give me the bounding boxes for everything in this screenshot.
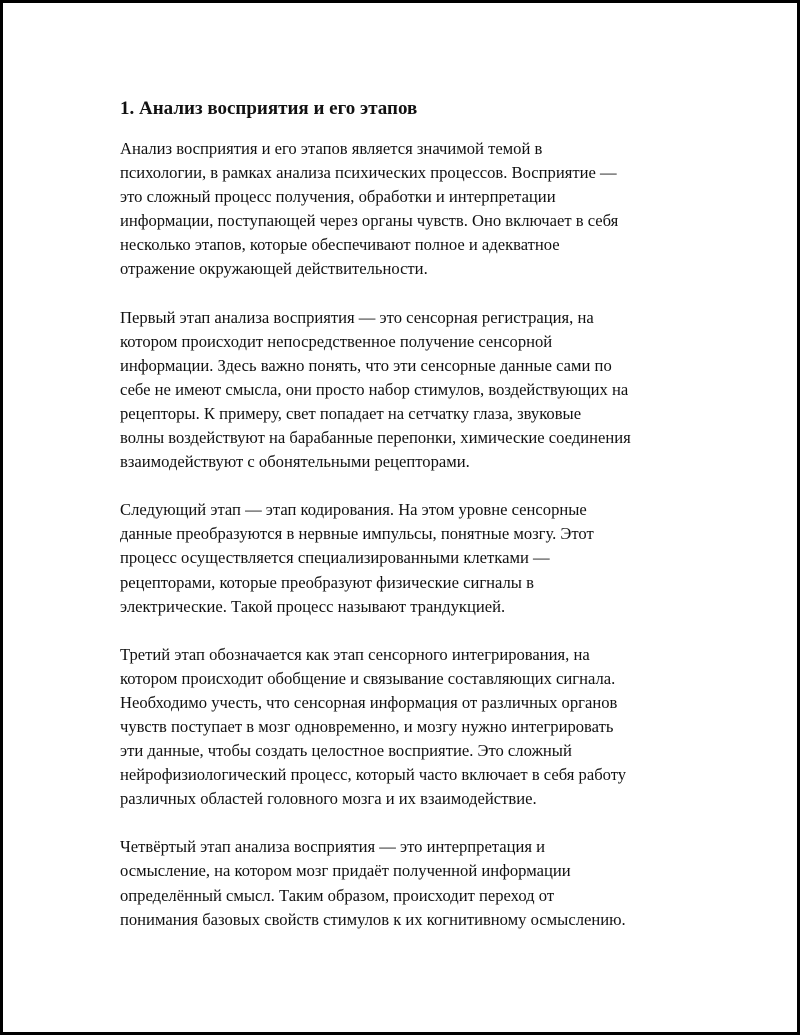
text-line: рецепторами, которые преобразуют физические сигналы в [120, 572, 534, 592]
text-line: информации, поступающей через органы чувств. Оно включает в себя [120, 211, 619, 231]
text-line: волны воздействуют на барабанные перепонки, химические соединения [120, 428, 631, 448]
text-line: процесс осуществляется специализированными клетками — [120, 548, 550, 568]
text-line: себе не имеют смысла, они просто набор стимулов, воздействующих на [120, 379, 629, 399]
text-line: котором происходит обобщение и связывание составляющих сигнала. [120, 668, 616, 688]
text-line: понимания базовых свойств стимулов к их когнитивному осмыслению. [120, 909, 626, 929]
text-line: взаимодействуют с обонятельными рецепторами. [120, 452, 470, 472]
paragraph-intro [120, 137, 700, 282]
text-line: электрические. Такой процесс называют трандукцией. [120, 596, 506, 616]
text-line: Анализ восприятия и его этапов является значимой темой в [120, 139, 543, 158]
section-heading: 1. Анализ восприятия и его этапов [120, 98, 418, 119]
text-line: это сложный процесс получения, обработки и интерпретации [120, 187, 556, 207]
text-line: несколько этапов, которые обеспечивают полное и адекватное [120, 235, 560, 255]
text-line: информации. Здесь важно понять, что эти сенсорные данные сами по [120, 355, 612, 375]
text-line: котором происходит непосредственное получение сенсорной [120, 331, 553, 351]
text-line: отражение окружающей действительности. [120, 259, 428, 279]
text-line: данные преобразуются в нервные импульсы, понятные мозгу. Этот [120, 524, 594, 544]
paragraph-stage-4 [120, 835, 700, 931]
text-line: психологии, в рамках анализа психических процессов. Восприятие — [120, 163, 617, 183]
text-line: Первый этап анализа восприятия — это сенсорная регистрация, на [120, 307, 594, 327]
text-line: Следующий этап — этап кодирования. На этом уровне сенсорные [120, 500, 587, 520]
paragraph-stage-2 [120, 498, 700, 618]
document-body [120, 97, 700, 956]
text-line: чувств поступает в мозг одновременно, и мозгу нужно интегрировать [120, 716, 614, 736]
text-line: эти данные, чтобы создать целостное восприятие. Это сложный [120, 741, 572, 761]
paragraph-stage-3 [120, 643, 700, 812]
text-line: Четвёртый этап анализа восприятия — это интерпретация и [120, 837, 546, 857]
text-line: рецепторы. К примеру, свет попадает на сетчатку глаза, звуковые [120, 403, 582, 423]
text-line: Необходимо учесть, что сенсорная информация от различных органов [120, 692, 618, 712]
text-line: Третий этап обозначается как этап сенсорного интегрирования, на [120, 644, 590, 664]
text-line: определённый смысл. Таким образом, происходит переход от [120, 885, 555, 905]
paragraph-stage-1 [120, 306, 700, 475]
text-line: осмысление, на котором мозг придаёт полученной информации [120, 861, 571, 881]
text-line: нейрофизиологический процесс, который часто включает в себя работу [120, 765, 627, 785]
text-line: различных областей головного мозга и их взаимодействие. [120, 789, 537, 809]
